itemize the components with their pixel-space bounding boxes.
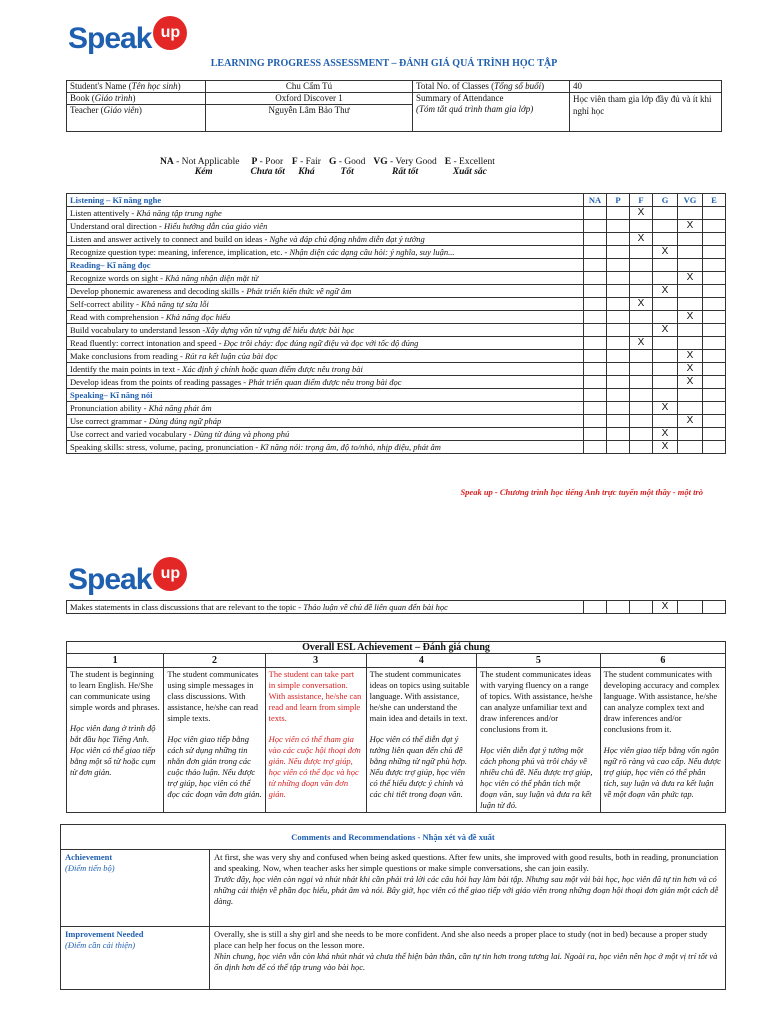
book-label: Book (Giáo trình) [67, 93, 206, 105]
rating-legend [160, 157, 560, 177]
rating-cell [607, 363, 630, 376]
rating-header-g: G [653, 194, 678, 207]
rating-header-vg: VG [678, 194, 703, 207]
rating-cell [703, 259, 726, 272]
rating-cell [584, 402, 607, 415]
rating-header-f: F [630, 194, 653, 207]
skill-row [67, 376, 726, 389]
skill-description-vn: Rút ra kết luận của bài đọc [184, 351, 278, 361]
skill-description-en: Build vocabulary to understand lesson - [70, 325, 206, 335]
rating-cell [703, 441, 726, 454]
rating-mark: X [630, 207, 653, 220]
legend-e: E - Excellent [444, 157, 495, 167]
level-description-en: The student communicates using simple messages in class discussions. With assistance, he/she can read simple texts. [167, 669, 259, 723]
rating-cell [703, 601, 726, 614]
rating-cell [703, 311, 726, 324]
rating-cell [607, 246, 630, 259]
rating-cell [607, 259, 630, 272]
skill-description-vn: Xác định ý chính hoặc quan điểm được nêu trong bài [182, 364, 363, 374]
book-value: Oxford Discover 1 [206, 93, 413, 105]
legend-vg: VG - Very Good [373, 157, 437, 167]
rating-mark: X [678, 350, 703, 363]
rating-cell [653, 298, 678, 311]
rating-cell [703, 324, 726, 337]
skill-row [67, 350, 726, 363]
skill-description-en: Make conclusions from reading - [70, 351, 185, 361]
skill-description-vn: Phát triển quan điểm được nêu trong bài đọc [248, 377, 402, 387]
level-description-en: The student communicates ideas on topics using suitable language. With assistance, he/she can understand the main idea and details in text. [369, 669, 470, 723]
skill-section-row [67, 259, 726, 272]
skill-description [67, 350, 584, 363]
skill-description [67, 363, 584, 376]
skill-section-row [67, 389, 726, 402]
skill-row [67, 601, 726, 614]
skill-description-en: Pronunciation ability - [70, 403, 149, 413]
rating-cell [607, 376, 630, 389]
rating-cell [653, 207, 678, 220]
rating-cell [584, 324, 607, 337]
rating-cell [678, 324, 703, 337]
rating-cell [630, 220, 653, 233]
skill-row [67, 298, 726, 311]
skill-description [67, 415, 584, 428]
skill-description-en: Develop phonemic awareness and decoding skills - [70, 286, 247, 296]
rating-cell [584, 272, 607, 285]
rating-cell [584, 601, 607, 614]
skill-description-en: Understand oral direction - [70, 221, 164, 231]
rating-cell [630, 376, 653, 389]
rating-cell [584, 298, 607, 311]
rating-cell [678, 285, 703, 298]
level-description [265, 668, 366, 813]
rating-cell [630, 324, 653, 337]
rating-cell [678, 402, 703, 415]
skill-row [67, 285, 726, 298]
rating-mark: X [630, 298, 653, 311]
skill-description [67, 285, 584, 298]
rating-cell [584, 428, 607, 441]
rating-header-e: E [703, 194, 726, 207]
rating-cell [630, 259, 653, 272]
rating-cell [653, 259, 678, 272]
rating-cell [584, 259, 607, 272]
rating-mark: X [653, 246, 678, 259]
rating-cell [607, 220, 630, 233]
rating-cell [584, 389, 607, 402]
rating-cell [703, 363, 726, 376]
rating-cell [653, 363, 678, 376]
skill-description [67, 298, 584, 311]
rating-cell [630, 428, 653, 441]
rating-cell [584, 363, 607, 376]
skill-description-en: Identify the main points in text - [70, 364, 183, 374]
rating-cell [703, 428, 726, 441]
rating-cell [678, 298, 703, 311]
rating-cell [653, 272, 678, 285]
rating-cell [584, 415, 607, 428]
skill-description [67, 324, 584, 337]
skill-description-vn: Khả năng phát âm [148, 403, 212, 413]
skill-description-en: Read with comprehension - [70, 312, 166, 322]
rating-cell [630, 601, 653, 614]
rating-cell [703, 376, 726, 389]
rating-cell [607, 324, 630, 337]
skill-description-en: Use correct grammar - [70, 416, 149, 426]
rating-cell [630, 350, 653, 363]
skill-description-vn: Dùng từ đúng và phong phú [193, 429, 290, 439]
rating-cell [607, 389, 630, 402]
rating-cell [653, 337, 678, 350]
level-number: 1 [67, 654, 164, 668]
skill-description-en: Recognize question type: meaning, inference, implication, etc. - [70, 247, 290, 257]
rating-cell [607, 298, 630, 311]
skill-description-vn: Dùng đúng ngữ pháp [148, 416, 222, 426]
rating-cell [703, 272, 726, 285]
rating-cell [584, 441, 607, 454]
teacher-label: Teacher (Giáo viên) [67, 105, 206, 132]
logo-up-badge: up [153, 16, 187, 50]
logo-up-badge: up [153, 557, 187, 591]
logo-speak-text: Speak [68, 563, 152, 596]
skill-description [67, 441, 584, 454]
skill-description [67, 402, 584, 415]
legend-p: P - Poor [251, 157, 284, 167]
skill-description-vn: - Khả năng tự sửa lỗi [136, 299, 209, 309]
rating-cell [653, 415, 678, 428]
legend-f: F - Fair [291, 157, 321, 167]
rating-cell [678, 389, 703, 402]
rating-cell [653, 233, 678, 246]
rating-cell [678, 441, 703, 454]
skill-row [67, 233, 726, 246]
rating-cell [584, 285, 607, 298]
level-description-en: The student can take part in simple conversation. With assistance, he/she can read and learn from simple texts. [268, 669, 362, 723]
rating-mark: X [630, 337, 653, 350]
rating-mark: X [678, 220, 703, 233]
rating-cell [703, 207, 726, 220]
attendance-value: Học viên tham gia lớp đầy đủ và ít khi nghỉ học [570, 93, 722, 132]
skill-description-en: Use correct and varied vocabulary - [70, 429, 194, 439]
legend-g-vn: Tốt [340, 167, 354, 177]
speakup-logo-page2 [68, 563, 187, 597]
level-description-vn: Học viên giao tiếp bằng vốn ngôn ngữ rõ ràng và cao cấp. Nếu được trợ giúp, học viên có thể phân tích, suy luận và đưa ra kết luận về một đoạn văn phức tạp. [603, 745, 721, 799]
skill-description-vn: Xây dựng vốn từ vựng để hiểu được bài học [205, 325, 355, 335]
level-description-en: The student communicates with developing accuracy and complex language. With assistance, he/she can analyze complex text and draw inferences and/or conclusions from it. [603, 669, 720, 734]
rating-cell [584, 220, 607, 233]
level-description-en: The student communicates ideas with varying fluency on a range of topics. With assistance, he/she can analyze unfamiliar text and draw inferences and/or conclusions from it. [480, 669, 593, 734]
student-name-value: Chu Cẩm Tú [206, 81, 413, 93]
rating-cell [584, 376, 607, 389]
rating-cell [584, 233, 607, 246]
skill-row [67, 428, 726, 441]
rating-cell [653, 389, 678, 402]
skill-description-en: Recognize words on sight - [70, 273, 166, 283]
rating-cell [678, 233, 703, 246]
rating-header-p: P [607, 194, 630, 207]
rating-cell [630, 389, 653, 402]
skill-description [67, 246, 584, 259]
skill-description [67, 220, 584, 233]
skill-description-en: Self-correct ability [70, 299, 137, 309]
rating-mark: X [653, 402, 678, 415]
skill-description-vn: Phát triển kiến thức về ngữ âm [246, 286, 352, 296]
rating-cell [678, 246, 703, 259]
legend-p-vn: Chưa tốt [250, 167, 285, 177]
rating-cell [630, 441, 653, 454]
skill-description-vn: Khả năng nhận diện mặt từ [165, 273, 259, 283]
rating-cell [607, 207, 630, 220]
rating-mark: X [653, 428, 678, 441]
skill-description-en: Listen attentively - [70, 208, 137, 218]
comments-title: Comments and Recommendations - Nhận xét và đề xuất [61, 825, 726, 850]
level-number: 6 [600, 654, 725, 668]
speakup-logo [68, 22, 187, 56]
skill-description [67, 233, 584, 246]
skill-row [67, 324, 726, 337]
achievement-label: Achievement (Điểm tiến bộ) [61, 850, 210, 927]
level-description-vn: Học viên có thể tham gia vào các cuộc hội thoại đơn giản. Nếu được trợ giúp, học viên có thể đọc và học từ những đoạn văn đơn giản. [268, 734, 361, 799]
level-description [164, 668, 265, 813]
rating-cell [584, 337, 607, 350]
rating-cell [607, 415, 630, 428]
level-number: 2 [164, 654, 265, 668]
rating-cell [607, 428, 630, 441]
rating-mark: X [678, 311, 703, 324]
rating-cell [703, 402, 726, 415]
rating-cell [630, 415, 653, 428]
rating-cell [678, 601, 703, 614]
rating-cell [703, 298, 726, 311]
rating-cell [607, 441, 630, 454]
rating-cell [703, 233, 726, 246]
rating-cell [630, 363, 653, 376]
rating-cell [630, 311, 653, 324]
skill-section-label: Speaking– Kĩ năng nói [67, 389, 584, 402]
skill-description [67, 337, 584, 350]
skill-description-en: Listen and answer actively to connect and build on ideas - [70, 234, 270, 244]
skill-row [67, 220, 726, 233]
skill-section-row [67, 194, 726, 207]
rating-cell [678, 259, 703, 272]
rating-cell [607, 337, 630, 350]
skill-description-en: Develop ideas from the points of reading passages - [70, 377, 249, 387]
skill-row [67, 441, 726, 454]
legend-vg-vn: Rất tốt [392, 167, 419, 177]
skill-row [67, 415, 726, 428]
legend-na-vn: Kém [194, 167, 213, 177]
legend-grid [160, 157, 499, 177]
rating-cell [703, 246, 726, 259]
rating-mark: X [653, 601, 678, 614]
level-description-vn: Học viên diễn đạt ý tưởng một cách phong phú và trôi chảy về nhiều chủ đề. Nếu được trợ giúp, học viên có thể phân tích một đoạn văn, suy luận và đưa ra kết luận từ đó. [480, 745, 593, 810]
overall-title: Overall ESL Achievement – Đánh giá chung [67, 642, 726, 654]
total-classes-value: 40 [570, 81, 722, 93]
rating-cell [630, 272, 653, 285]
skill-description-vn: Khả năng tập trung nghe [136, 208, 222, 218]
rating-cell [678, 337, 703, 350]
rating-mark: X [678, 272, 703, 285]
skill-description [67, 376, 584, 389]
level-number: 5 [477, 654, 600, 668]
skill-description-vn: Nghe và đáp chủ động nhằm diễn đạt ý tưởng [269, 234, 425, 244]
skill-description [67, 428, 584, 441]
skill-description [67, 601, 584, 614]
level-number: 3 [265, 654, 366, 668]
rating-cell [607, 285, 630, 298]
improvement-label: Improvement Needed (Điểm cần cải thiện) [61, 927, 210, 990]
skills-assessment-table [66, 193, 726, 454]
rating-cell [703, 285, 726, 298]
skill-section-label: Reading– Kĩ năng đọc [67, 259, 584, 272]
rating-mark: X [653, 285, 678, 298]
level-description [477, 668, 600, 813]
skill-row [67, 337, 726, 350]
legend-na: NA - Not Applicable [160, 157, 240, 167]
rating-cell [703, 350, 726, 363]
level-description [600, 668, 725, 813]
logo-speak-text: Speak [68, 22, 152, 55]
skill-description [67, 207, 584, 220]
skill-description-vn: Thảo luận về chủ đề liên quan đến bài học [303, 602, 448, 612]
rating-cell [653, 220, 678, 233]
rating-cell [630, 285, 653, 298]
skill-description-vn: Kĩ năng nói: trọng âm, độ to/nhỏ, nhịp điệu, phát âm [260, 442, 441, 452]
skill-row [67, 272, 726, 285]
rating-cell [653, 311, 678, 324]
improvement-comment: Overally, she is still a shy girl and she needs to be more confident. And she also needs a proper place to study (not in bed) because a proper study place can help her focus on the lesson more. Nhìn chung, học viên vẫn còn khá nhút nhát và chưa thể hiện bản thân, cần tự tin hơn trong tương lai. Ngoài ra, học viên nên học ở một vị trí tốt và ổn định hơn để có thể tập trung vào bài học. [210, 927, 726, 990]
rating-cell [678, 207, 703, 220]
rating-cell [584, 350, 607, 363]
total-classes-label: Total No. of Classes (Tổng số buổi) [413, 81, 570, 93]
rating-mark: X [678, 415, 703, 428]
skill-row [67, 246, 726, 259]
skill-description-vn: Nhận diện các dạng câu hỏi: ý nghĩa, suy luận... [289, 247, 455, 257]
rating-cell [607, 350, 630, 363]
rating-mark: X [630, 233, 653, 246]
skill-row [67, 402, 726, 415]
rating-cell [703, 389, 726, 402]
rating-mark: X [678, 363, 703, 376]
rating-cell [584, 246, 607, 259]
document-title: LEARNING PROGRESS ASSESSMENT – ĐÁNH GIÁ QUÁ TRÌNH HỌC TẬP [210, 58, 558, 69]
rating-cell [703, 337, 726, 350]
student-info-table [66, 80, 722, 132]
legend-g: G - Good [328, 157, 366, 167]
rating-cell [607, 233, 630, 246]
level-description-vn: Học viên giao tiếp bằng cách sử dụng những tin nhắn đơn giản trong các cuộc thảo luận. Nếu được trợ giúp, học viên có thể đọc các đoạn văn đơn giản. [167, 734, 262, 799]
rating-cell [607, 272, 630, 285]
skills-assessment-table-continued [66, 600, 726, 614]
overall-achievement-table [66, 641, 726, 813]
level-description-vn: Học viên có thể diễn đạt ý tưởng liên quan đến chủ đề bằng những từ ngữ phù hợp. Nếu được trợ giúp, học viên có thể hiểu được ý chính và các chi tiết trong đoạn văn. [369, 734, 467, 799]
rating-cell [584, 311, 607, 324]
rating-cell [653, 350, 678, 363]
rating-mark: X [653, 441, 678, 454]
achievement-comment: At first, she was very shy and confused when being asked questions. After few units, she improved with good results, both in reading, pronunciation and speaking. Now, when teacher asks her simple questions or make simple conversations, she can join easily. Trước đây, học viên còn ngại và nhút nhát khi cần phải trả lời các câu hỏi hay làm bài tập. Nhưng sau một vài bài học, học viên đã tự tin hơn và có những cải thiện về phần đọc hiểu, phát âm và nói. Bây giờ, học viên có thể giao tiếp với giáo viên trong những đoạn hội thoại đơn giản một cách dễ dàng. [210, 850, 726, 927]
attendance-label: Summary of Attendance (Tóm tắt quá trình tham gia lớp) [413, 93, 570, 132]
level-description [366, 668, 477, 813]
rating-cell [653, 376, 678, 389]
rating-cell [584, 207, 607, 220]
level-description [67, 668, 164, 813]
skill-row [67, 207, 726, 220]
skill-description-vn: Hiểu hướng dẫn của giáo viên [163, 221, 268, 231]
skill-description-vn: Đọc trôi chảy: đọc đúng ngữ điệu và đọc với tốc độ đúng [223, 338, 419, 348]
rating-cell [703, 220, 726, 233]
skill-section-label: Listening – Kĩ năng nghe [67, 194, 584, 207]
rating-cell [607, 601, 630, 614]
level-description-vn: Học viên đang ở trình độ bắt đầu học Tiếng Anh. Học viên có thể giao tiếp bằng một số từ hoặc cụm từ đơn giản. [70, 723, 156, 777]
skill-description [67, 272, 584, 285]
rating-cell [630, 402, 653, 415]
level-number: 4 [366, 654, 477, 668]
skill-description-en: Read fluently: correct intonation and speed - [70, 338, 224, 348]
skill-row [67, 363, 726, 376]
skill-description-vn: Khả năng đọc hiểu [165, 312, 231, 322]
skill-row [67, 311, 726, 324]
rating-cell [678, 428, 703, 441]
legend-f-vn: Khá [298, 167, 315, 177]
rating-cell [630, 246, 653, 259]
rating-mark: X [678, 376, 703, 389]
rating-header-na: NA [584, 194, 607, 207]
comments-table [60, 824, 726, 990]
rating-mark: X [653, 324, 678, 337]
legend-e-vn: Xuất sắc [452, 167, 487, 177]
rating-cell [607, 311, 630, 324]
level-description-en: The student is beginning to learn English. He/She can communicate using simple words and phrases. [70, 669, 160, 712]
student-name-label: Student's Name (Tên học sinh) [67, 81, 206, 93]
footer-note: Speak up - Chương trình học tiếng Anh trực tuyến một thầy - một trò [460, 487, 703, 497]
skill-description-en: Speaking skills: stress, volume, pacing, pronunciation - [70, 442, 261, 452]
rating-cell [703, 415, 726, 428]
teacher-value: Nguyễn Lâm Bảo Thư [206, 105, 413, 132]
rating-cell [607, 402, 630, 415]
skill-description-en: Makes statements in class discussions that are relevant to the topic - [70, 602, 304, 612]
skill-description [67, 311, 584, 324]
